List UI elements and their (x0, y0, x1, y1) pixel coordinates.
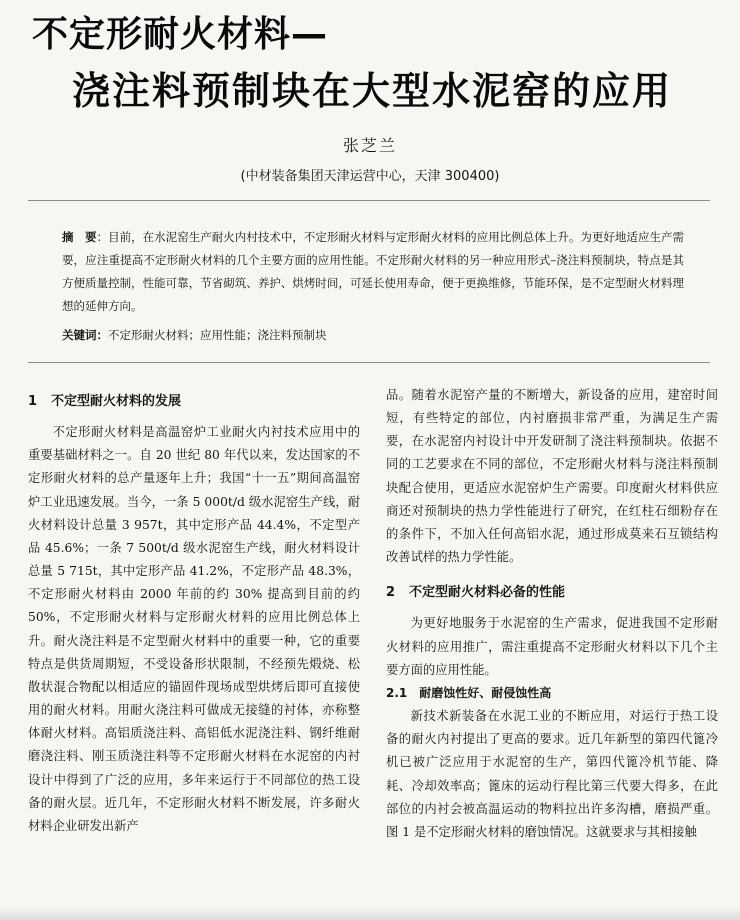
divider-top (28, 200, 710, 201)
abstract-colon: ： (96, 230, 109, 244)
affiliation: (中材装备集团天津运营中心，天津 300400) (240, 169, 500, 184)
section-1-paragraph: 不定形耐火材料是高温窑炉工业耐火内衬技术应用中的重要基础材料之一。自 20 世纪 80 年代以来，发达国家的不定形耐火材料的总产量逐年上升；我国“十一五”期间高温窑炉工业迅速发展。当今，一条 5 000t/d 级水泥窑生产线，耐火材料设计总量 3 957t，其中定形产品 44.4%，不定型产品 45.6%；一条 7 500t/d 级水泥窑生产线，耐火材料设计总量 5 715t，其中定形产品 41.2%，不定形产品 48.3%，不定形耐火材料由 2000 年前的约 30% 提高到目前的约 50%，不定形耐火材料与定形耐火材料的应用比例总体上升。耐火浇注料是不定型耐火材料中的重要一种，它的重要特点是供货周期短，不受设备形状限制，不经预先煅烧、松散状混合物配以相适应的锚固件现场成型烘烤后即可直接使用的耐火材料。用耐火浇注料可做成无接缝的衬体，亦称整体耐火材料。高铝质浇注料、高铝低水泥浇注料、钢纤维耐磨浇注料、刚玉质浇注料等不定形耐火材料在水泥窑的内衬设计中得到了广泛的应用，多年来运行于不同部位的热工设备的耐火层。近几年，不定形耐火材料不断发展，许多耐火材料企业研发出新产 (28, 425, 360, 833)
page-edge-shadow (0, 906, 740, 920)
section-1-heading (28, 390, 360, 413)
section-1-paragraph-continued: 品。随着水泥窑产量的不断增大，新设备的应用，建窑时间短，有些特定的部位，内衬磨损非常严重，为满足生产需要，在水泥窑内衬设计中开发研制了浇注料预制块。依据不同的工艺要求在不同的部位，不定形耐火材料与浇注料预制块配合使用，更适应水泥窑炉生产需要。印度耐火材料供应商还对预制块的热力学性能进行了研究，在红柱石细粉存在的条件下，不加入任何高铝水泥，通过形成莫来石互锁结构改善试样的热力学性能。 (386, 388, 718, 565)
subsection-2-1-number: 2.1 (386, 685, 408, 700)
title-line-1: 不定形耐火材料— (32, 14, 329, 55)
subsection-2-1-heading (386, 682, 718, 705)
title-line-2: 浇注料预制块在大型水泥窑的应用 (72, 69, 673, 113)
subsection-2-1-paragraph: 新技术新装备在水泥工业的不断应用，对运行于热工设备的耐火内衬提出了更高的要求。近几年新型的第四代篦冷机已被广泛应用于水泥窑的生产，第四代篦冷机节能、降耗、冷却效率高；篦床的运动行程比第三代要大得多，在此部位的内衬会被高温运动的物料拉出许多沟槽，磨损严重。图 1 是不定形耐火材料的磨蚀情况。这就要求与其相接触 (386, 709, 718, 839)
column-right (386, 384, 718, 844)
section-2-title: 不定型耐火材料必备的性能 (409, 585, 566, 601)
divider-bottom (28, 362, 710, 363)
section-2-paragraph: 为更好地服务于水泥窑的生产需求，促进我国不定形耐火材料的应用推广，需注重提高不定形耐火材料以下几个主要方面的应用性能。 (386, 616, 718, 677)
keywords-text: 不定形耐火材料；应用性能；浇注料预制块 (108, 328, 327, 342)
abstract (62, 226, 684, 318)
section-1-title: 不定型耐火材料的发展 (51, 394, 182, 409)
section-2-number: 2 (386, 585, 396, 601)
column-left (28, 384, 360, 838)
subsection-2-1-title: 耐磨蚀性好、耐侵蚀性高 (419, 685, 552, 700)
section-1-number: 1 (28, 394, 38, 409)
abstract-text: 目前，在水泥窑生产耐火内村技术中，不定形耐火材料与定形耐火材料的应用比例总体上升。为更好地适应生产需要，应注重提高不定形耐火材料的几个主要方面的应用性能。不定形耐火材料的另一种应用形式–浇注料预制块，特点是其方便质量控制，性能可靠，节省砌筑、养护、烘烤时间，可延长使用寿命，便于更换维修，节能环保，是不定型耐火材料理想的延伸方向。 (62, 230, 685, 313)
keywords-label: 关键词： (62, 328, 108, 342)
abstract-label: 摘 要 (62, 230, 97, 244)
section-2-heading (386, 581, 718, 604)
author: 张芝兰 (342, 136, 397, 155)
keywords (62, 324, 684, 347)
